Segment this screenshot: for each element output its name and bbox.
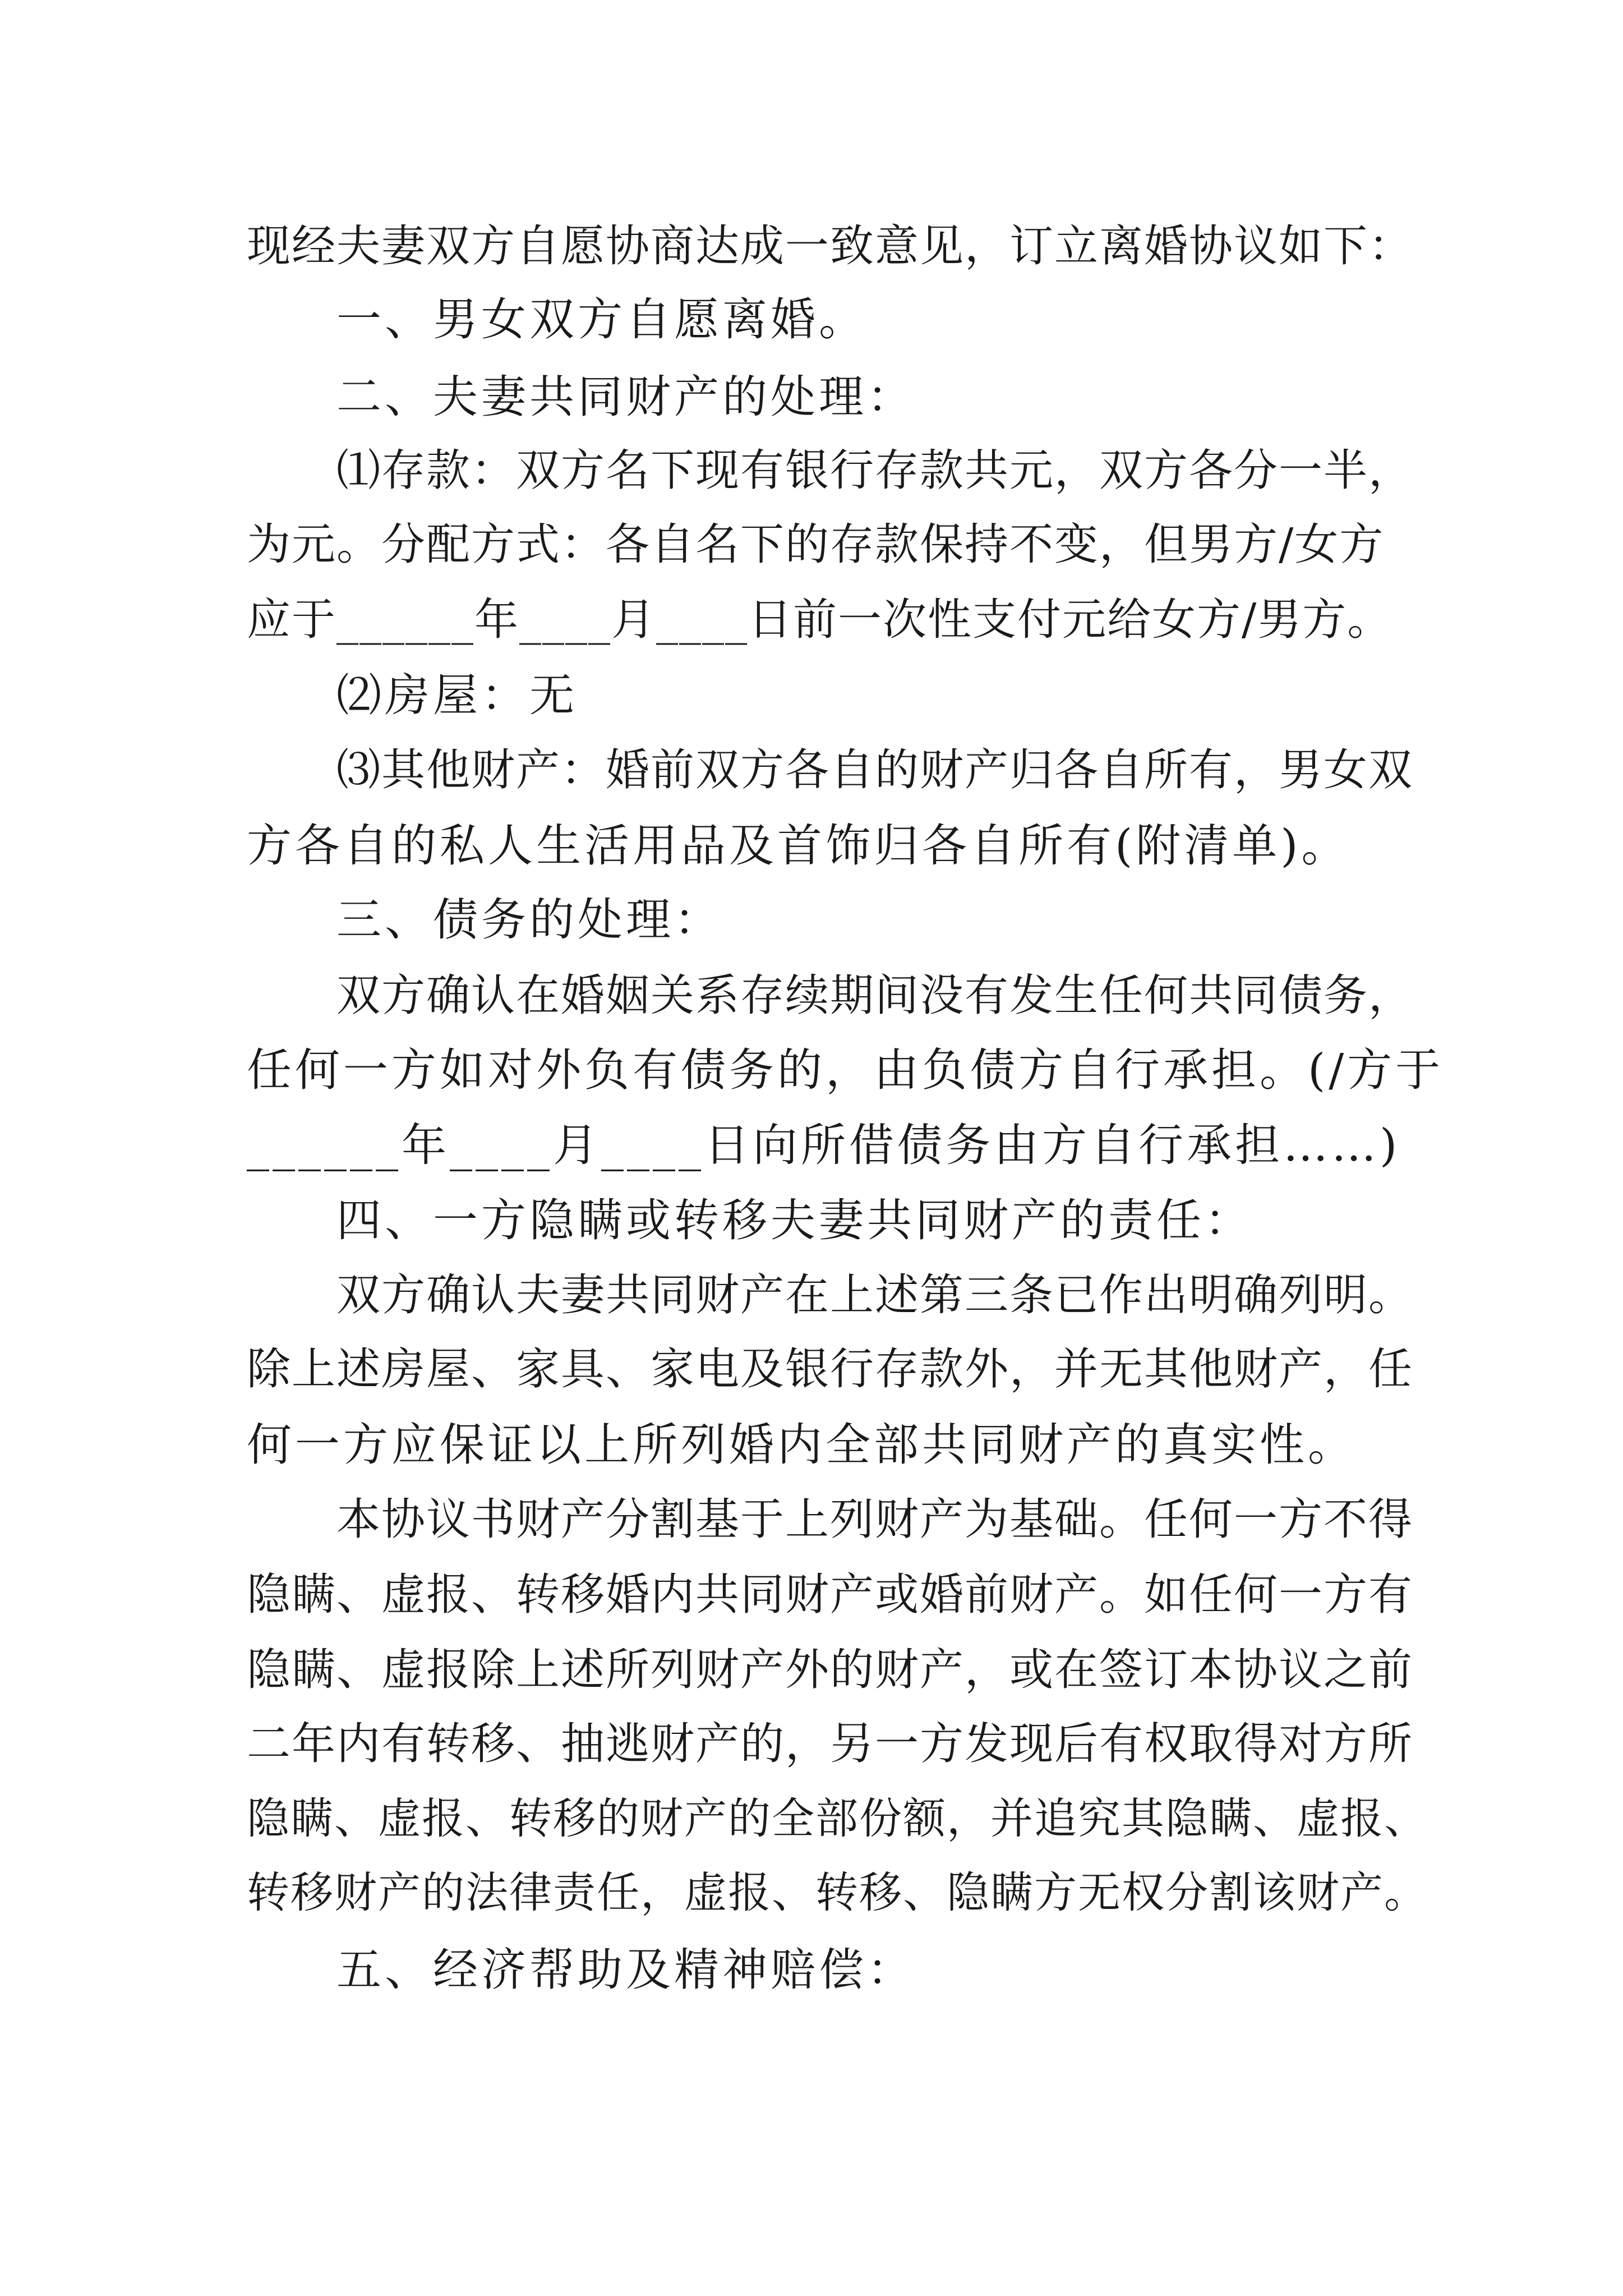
clause-4-para2-line-6: 转移财产的法律责任，虚报、转移、隐瞒方无权分割该财产。 [247,1867,1428,1917]
deposit-line-3: 应于______年____月____日前一次性支付元给女方/男方。 [247,595,1393,645]
debt-line-3: ______年____月____日向所借债务由方自行承担……) [247,1119,1401,1171]
clause-3-heading: 三、债务的处理： [336,894,722,946]
clause-2-heading: 二、夫妻共同财产的处理： [336,371,915,423]
intro-line: 现经夫妻双方自愿协商达成一致意见，订立离婚协议如下： [247,221,1414,272]
clause-4-para1-line-2: 除上述房屋、家具、家电及银行存款外，并无其他财产，任 [247,1344,1414,1395]
deposit-line-1: ⑴存款：双方名下现有银行存款共元，双方各分一半， [336,445,1414,496]
other-property-line-2: 方各自的私人生活用品及首饰归各自所有(附清单)。 [247,820,1350,872]
deposit-line-2: 为元。分配方式：各自名下的存款保持不变，但男方/女方 [247,519,1385,570]
clause-4-para2-line-2: 隐瞒、虚报、转移婚内共同财产或婚前财产。如任何一方有 [247,1570,1414,1620]
debt-line-1: 双方确认在婚姻关系存续期间没有发生任何共同债务， [336,970,1414,1021]
clause-4-para1-line-3: 何一方应保证以上所列婚内全部共同财产的真实性。 [247,1419,1356,1471]
debt-line-2: 任何一方如对外负有债务的，由负债方自行承担。(/方于 [247,1044,1444,1096]
clause-4-para2-line-3: 隐瞒、虚报除上述所列财产外的财产，或在签订本协议之前 [247,1645,1414,1695]
clause-4-para1-line-1: 双方确认夫妻共同财产在上述第三条已作出明确列明。 [336,1270,1414,1320]
clause-4-para2-line-5: 隐瞒、虚报、转移的财产的全部份额，并追究其隐瞒、虚报、 [247,1793,1428,1843]
clause-1-heading: 一、男女双方自愿离婚。 [336,293,867,346]
clause-5-heading: 五、经济帮助及精神赔偿： [336,1944,915,1996]
house-line: ⑵房屋：无 [336,669,578,721]
clause-4-para2-line-1: 本协议书财产分割基于上列财产为基础。任何一方不得 [336,1494,1414,1545]
clause-4-heading: 四、一方隐瞒或转移夫妻共同财产的责任： [336,1194,1253,1246]
clause-4-para2-line-4: 二年内有转移、抽逃财产的，另一方发现后有权取得对方所 [247,1719,1414,1769]
other-property-line-1: ⑶其他财产：婚前双方各自的财产归各自所有，男女双 [336,745,1414,795]
